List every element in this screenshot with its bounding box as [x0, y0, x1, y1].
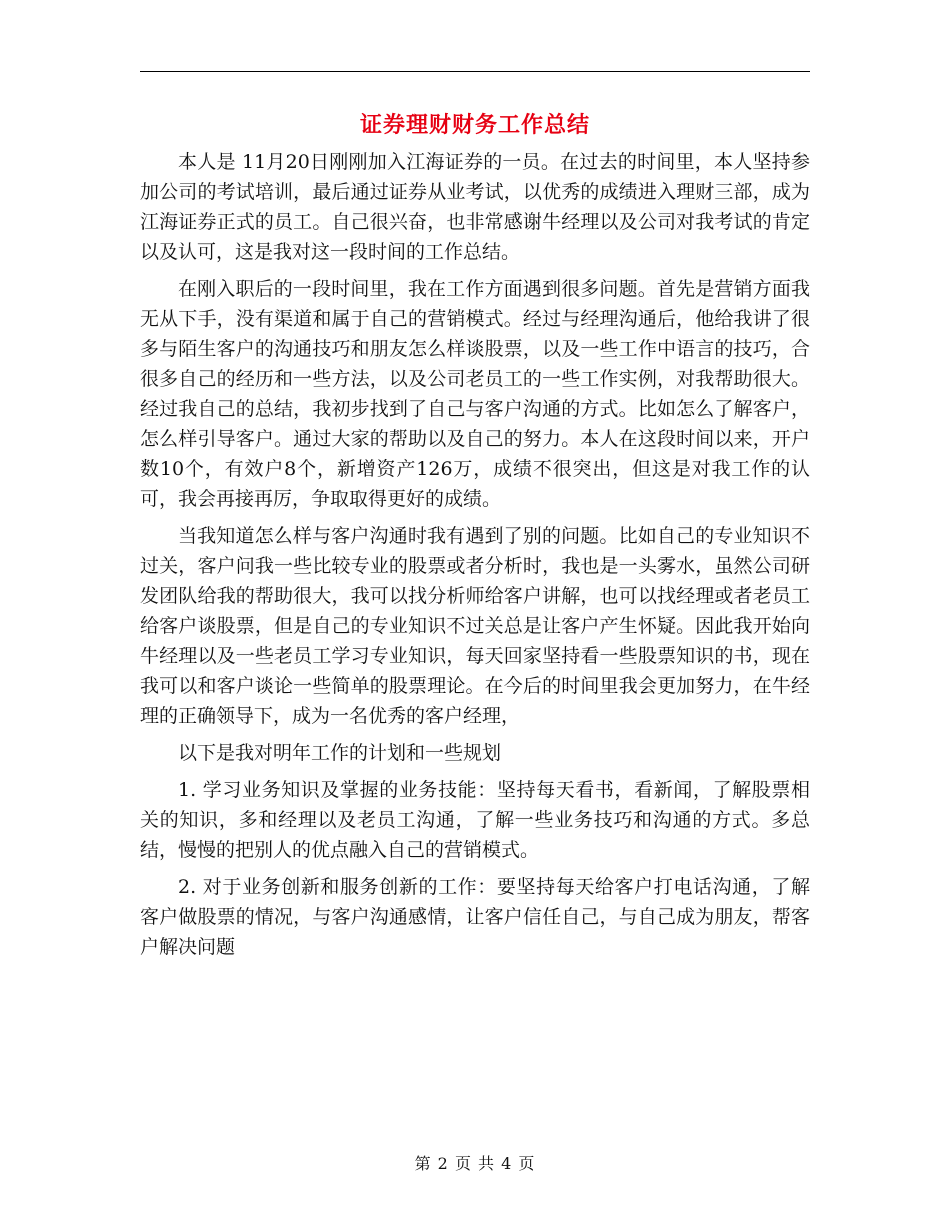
- paragraph-plan-item-2: 2. 对于业务创新和服务创新的工作：要坚持每天给客户打电话沟通，了解客户做股票的情况，与客户沟通感情，让客户信任自己，与自己成为朋友，帮客户解决问题: [140, 876, 810, 958]
- document-title: 证券理财财务工作总结: [359, 112, 590, 138]
- paragraph-intro: 本人是 11月20日刚刚加入江海证券的一员。在过去的时间里，本人坚持参加公司的考试培训，最后通过证券从业考试，以优秀的成绩进入理财三部，成为江海证券正式的员工。自己很兴奋，也非常感谢牛经理以及公司对我考试的肯定以及认可，这是我对这一段时间的工作总结。: [140, 151, 810, 263]
- paragraph-plan-intro: 以下是我对明年工作的计划和一些规划: [178, 742, 502, 764]
- paragraph-early-work: 在刚入职后的一段时间里，我在工作方面遇到很多问题。首先是营销方面我无从下手，没有渠道和属于自己的营销模式。经过与经理沟通后，他给我讲了很多与陌生客户的沟通技巧和朋友怎么样谈股票，以及一些工作中语言的技巧，合很多自己的经历和一些方法，以及公司老员工的一些工作实例，对我帮助很大。经过我自己的总结，我初步找到了自己与客户沟通的方式。比如怎么了解客户，怎么样引导客户。通过大家的帮助以及自己的努力。本人在这段时间以来，开户数10个，有效户8个，新增资产126万，成绩不很突出，但这是对我工作的认可，我会再接再厉，争取取得更好的成绩。: [140, 278, 810, 510]
- paragraph-professional-knowledge: 当我知道怎么样与客户沟通时我有遇到了别的问题。比如自己的专业知识不过关，客户问我一些比较专业的股票或者分析时，我也是一头雾水，虽然公司研发团队给我的帮助很大，我可以找分析师给客户讲解，也可以找经理或者老员工给客户谈股票，但是自己的专业知识不过关总是让客户产生怀疑。因此我开始向牛经理以及一些老员工学习专业知识，每天回家坚持看一些股票知识的书，现在我可以和客户谈论一些简单的股票理论。在今后的时间里我会更加努力，在牛经理的正确领导下，成为一名优秀的客户经理，: [140, 525, 810, 727]
- header-rule: [140, 71, 810, 72]
- document-body: [140, 147, 810, 962]
- page-number-footer: 第 2 页 共 4 页: [414, 1154, 536, 1173]
- paragraph-plan-item-1: 1. 学习业务知识及掌握的业务技能：坚持每天看书，看新闻，了解股票相关的知识，多和经理以及老员工沟通，了解一些业务技巧和沟通的方式。多总结，慢慢的把别人的优点融入自己的营销模式。: [140, 779, 810, 861]
